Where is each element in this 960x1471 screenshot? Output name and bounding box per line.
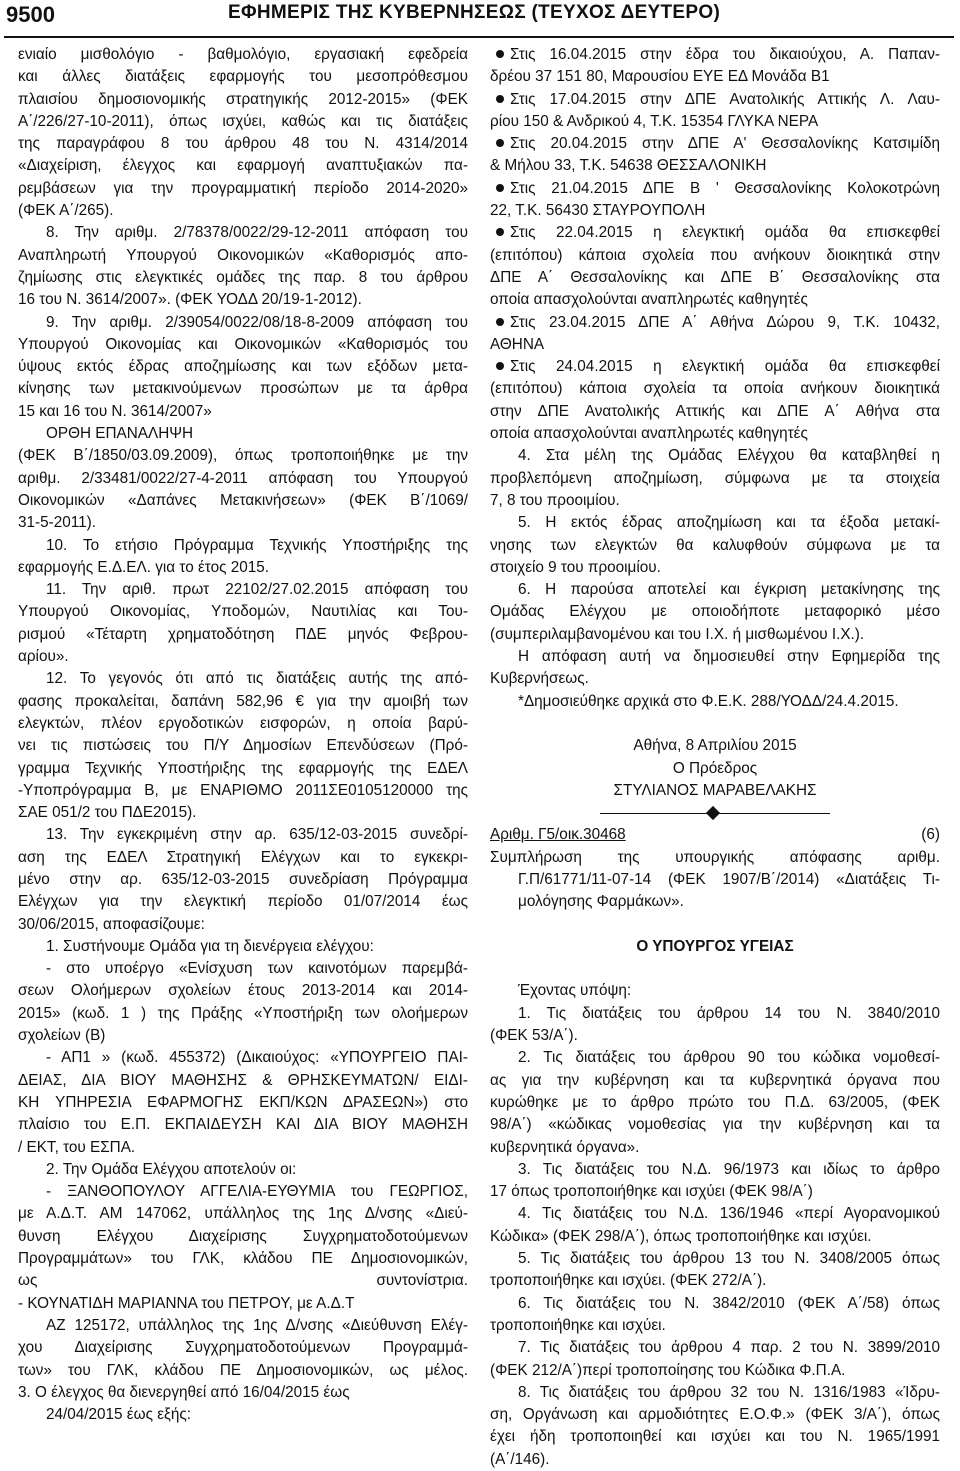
text-line-content: 1. Τις διατάξεις του άρθρου 14 του Ν. 3840/2010 (518, 1004, 940, 1022)
text-line-content: Α΄/226/27-10-2011), όπως ισχύει, καθώς και τις διατάξεις (18, 112, 468, 130)
text-line-content: 13. Την εγκεκριμένη στην αρ. 635/12-03-2015 συνεδρί- (46, 826, 468, 844)
text-line-content: της παραγράφου 8 του άρθρου 48 του Ν. 4314/2014 (18, 135, 468, 153)
text-line-content: φασης προκαλείται, δαπάνη 582,96 € για την αμοιβή των (18, 692, 468, 710)
text-line-content: οποία απασχολούνται αναπληρωτές καθηγητές (490, 291, 808, 309)
signature-role: Ο Πρόεδρος (672, 759, 758, 777)
bullet-icon (496, 228, 504, 236)
text-line (490, 356, 940, 378)
text-line (490, 423, 940, 445)
text-line-content: ΣΑΕ 051/2 του ΠΔΕ2015). (18, 804, 197, 822)
running-title: ΕΦΗΜΕΡΙΣ ΤΗΣ ΚΥΒΕΡΝΗΣΕΩΣ (ΤΕΥΧΟΣ ΔΕΥΤΕΡΟ) (228, 2, 721, 23)
text-line-content: ρίου 150 & Ανδρικού 4, Τ.Κ. 15354 ΓΛΥΚΑ ΝΕΡΑ (490, 112, 819, 130)
text-line-content: 1. Συστήνουμε Ομάδα για τη διενέργεια ελέγχου: (46, 937, 374, 955)
text-line (490, 1226, 940, 1248)
page-header (0, 0, 960, 40)
text-line (490, 89, 940, 111)
text-line (490, 222, 940, 244)
diamond-ornament-icon (706, 806, 720, 820)
text-line-content: ΟΡΘΗ ΕΠΑΝΑΛΗΨΗ (46, 425, 194, 443)
text-line (18, 334, 468, 356)
text-line-content: 8. Την αριθμ. 2/78378/0022/29-12-2011 απόφαση του (46, 224, 468, 242)
text-line-content: Οικονομικών «Δαπάνες Μετακινήσεων» (ΦΕΚ Β΄/1069/ (18, 491, 468, 509)
text-line (18, 869, 468, 891)
text-line-content: ελεγκτών, πλέον εργοδοτικών εισφορών, η οποία βαρύ- (18, 714, 468, 732)
text-line-content: 6. Τις διατάξεις του Ν. 3842/2010 (ΦΕΚ Α΄/58) όπως (518, 1294, 940, 1312)
text-line (490, 245, 940, 267)
text-line-content: Αναπληρωτή Υπουργού Οικονομικών «Καθορισμός απο- (18, 246, 468, 264)
text-line-content: τροποποιήθηκε και ισχύει. (490, 1316, 666, 1334)
section-divider (490, 802, 940, 824)
text-line (18, 535, 468, 557)
text-line (18, 1025, 468, 1047)
text-line (18, 958, 468, 980)
text-line-content: Στις 17.04.2015 στην ΔΠΕ Ανατολικής Αττικής Λ. Λαυ- (510, 90, 940, 108)
text-line-content: 98/Α΄) «κώδικας νομοθεσίας για την κυβέρνηση και τα (490, 1116, 940, 1134)
text-line (18, 44, 468, 66)
text-line-content: Στις 21.04.2015 ΔΠΕ Β ' Θεσσαλονίκης Κολοκοτρώνη (510, 179, 940, 197)
text-line (490, 1293, 940, 1315)
text-line (490, 1070, 940, 1092)
bullet-icon (496, 318, 504, 326)
text-line (18, 312, 468, 334)
text-line (18, 1360, 468, 1382)
text-line-content: αριθμ. 2/33481/0022/27-4-2011 απόφαση του Υπουργού (18, 469, 468, 487)
text-line-content: ύψους εκτός έδρας αποζημίωσης και των εξόδων μετα- (18, 358, 468, 376)
text-line-content: με Α.Δ.Τ. ΑΜ 147062, υπάλληλος της 1ης Δ/νσης «Διεύ- (18, 1205, 468, 1223)
text-line-content: ΔΠΕ Α΄ Θεσσαλονίκης και ΔΠΕ Β΄ Θεσσαλονίκης στα (490, 268, 940, 286)
text-line (18, 1337, 468, 1359)
text-line (490, 1360, 940, 1382)
text-line-content: ΚΗ ΥΠΗΡΕΣΙΑ ΕΦΑΡΜΟΓΗΣ ΕΚΠ/ΚΩΝ ΔΡΑΣΕΩΝ») στο (18, 1093, 468, 1111)
text-line-content: Προγραμμάτων» του ΓΛΚ, κλάδου ΠΕ Δημοσιονομικών, (18, 1250, 468, 1268)
text-line-content: 12. Το γεγονός ότι από τις διατάξεις αυτής της από- (46, 670, 468, 688)
text-line (18, 1248, 468, 1270)
text-line-content: (ΦΕΚ 53/Α΄). (490, 1027, 578, 1045)
text-line-content: 7. Τις διατάξεις του άρθρου 4 παρ. 2 του Ν. 3899/2010 (518, 1339, 940, 1357)
text-line (18, 1047, 468, 1069)
text-line-content: (ΦΕΚ Β΄/1850/03.09.2009), όπως τροποποιήθηκε με την (18, 447, 468, 465)
text-line (18, 490, 468, 512)
text-line (18, 802, 468, 824)
text-line-content: ΑΖ 125172, υπάλληλος της 1ης Δ/νσης «Διεύθυνση Ελέγ- (46, 1316, 468, 1334)
text-line-content: νει τις πιστώσεις του Π/Υ Δημοσίων Επενδύσεων (Πρό- (18, 737, 468, 755)
text-line (490, 1181, 940, 1203)
text-line (490, 401, 940, 423)
text-line (18, 1137, 468, 1159)
text-line-content: νησης των ελεγκτών θα καλυφθούν σύμφωνα με τα (490, 536, 940, 554)
text-line (490, 535, 940, 557)
text-line-content: -Υποπρόγραμμα Β, με ΕΝΑΡΙΘΜΟ 2011ΣΕ0105120000 της (18, 781, 468, 799)
text-line (18, 1293, 468, 1315)
text-line-content: 31-5-2011). (18, 514, 96, 532)
text-line (18, 133, 468, 155)
text-line (18, 423, 468, 445)
text-line (18, 1092, 468, 1114)
text-line (18, 155, 468, 177)
text-line (490, 1003, 940, 1025)
text-line (18, 1382, 468, 1404)
bullet-icon (496, 95, 504, 103)
text-line (18, 780, 468, 802)
audit-schedule (490, 44, 940, 713)
text-line (490, 445, 940, 467)
text-line-content: ενιαίο μισθολόγιο - βαθμολόγιο, εργασιακή εφεδρεία (18, 46, 468, 63)
text-line (18, 914, 468, 936)
text-line (490, 1114, 940, 1136)
text-line (490, 312, 940, 334)
text-line-content: θυνση Ελέγχου Διαχείρισης Συγχρηματοδοτούμενων (18, 1227, 468, 1245)
text-line (18, 89, 468, 111)
text-line (18, 936, 468, 958)
text-line (490, 1404, 940, 1426)
text-line (18, 468, 468, 490)
text-line-content: σεων Ολοήμερων σχολείων έτους 2013-2014 και 2014- (18, 982, 468, 1000)
text-line (490, 1337, 940, 1359)
text-line (490, 66, 940, 88)
text-line-content: Έχοντας υπόψη: (518, 982, 632, 1000)
text-line (490, 267, 940, 289)
text-line (18, 557, 468, 579)
text-line-content: ως συντονίστρια. (18, 1272, 468, 1290)
text-line-content: πλαίσιο του Ε.Π. ΕΚΠΑΙΔΕΥΣΗ ΚΑΙ ΔΙΑ ΒΙΟΥ ΜΑΘΗΣΗ (18, 1116, 468, 1134)
text-line-content: αρίου». (18, 648, 69, 666)
notice-subject-line: Γ.Π/61771/11-07-14 (ΦΕΚ 1907/Β΄/2014) «Διατάξεις Τι- (518, 870, 940, 888)
text-line-content: 4. Στα μέλη της Ομάδας Ελέγχου θα καταβληθεί η (518, 447, 940, 465)
text-line (18, 1226, 468, 1248)
text-line-content: ΔΕΙΑΣ, ΔΙΑ ΒΙΟΥ ΜΑΘΗΣΗΣ & ΘΡΗΣΚΕΥΜΑΤΩΝ/ ΕΙΔΙ- (18, 1071, 468, 1089)
text-line-content: στοιχείο 9 του προοιμίου. (490, 558, 661, 576)
bullet-icon (496, 362, 504, 370)
text-line-content: & Μήλου 33, Τ.Κ. 54638 ΘΕΣΣΑΛΟΝΙΚΗ (490, 157, 767, 175)
text-line-content: 16 του Ν. 3614/2007». (ΦΕΚ ΥΟΔΔ 20/19-1-2012). (18, 291, 362, 309)
text-line-content: ΑΘΗΝΑ (490, 335, 545, 353)
text-line (18, 111, 468, 133)
text-line (18, 980, 468, 1002)
text-line (18, 378, 468, 400)
text-line (18, 1003, 468, 1025)
text-line-content: μένο στην αρ. 635/12-03-2015 συνεδρίαση Πρόγραμμα (18, 870, 468, 888)
text-line-content: 24/04/2015 έως εξής: (46, 1406, 191, 1424)
text-line (490, 1092, 940, 1114)
text-line (18, 200, 468, 222)
text-line (490, 44, 940, 66)
text-line-content: δρέου 37 151 80, Μαρουσίου ΕΥΕ ΕΔ Μονάδα Β1 (490, 68, 830, 86)
text-line-content: - ΑΠ1 » (κωδ. 455372) (Δικαιούχος: «ΥΠΟΥΡΓΕΙΟ ΠΑΙ- (46, 1049, 468, 1067)
text-line (490, 691, 940, 713)
text-line (18, 579, 468, 601)
text-line (18, 691, 468, 713)
text-line-content: στην ΔΠΕ Ανατολικής Αττικής και ΔΠΕ Α΄ Αθήνα στα (490, 402, 940, 420)
text-line (490, 178, 940, 200)
text-line-content: των» του ΓΛΚ, κλάδου ΠΕ Δημοσιονομικών, ως μέλος. (18, 1361, 468, 1379)
text-line-content: έχει ήδη τροποποιηθεί και ισχύει και του Ν. 1965/1991 (490, 1428, 940, 1446)
text-line-content: (ΦΕΚ Α΄/265). (18, 202, 114, 220)
text-line-content: ρεμβάσεων για την προγραμματική περίοδο 2014-2020» (18, 179, 468, 197)
text-line-content: 3. Τις διατάξεις του Ν.Δ. 96/1973 και ιδίως το άρθρο (518, 1160, 940, 1178)
text-line (18, 601, 468, 623)
text-line-content: 17 όπως τροποποιήθηκε και ισχύει (ΦΕΚ 98/Α΄) (490, 1183, 813, 1201)
text-line-content: χου Διαχείρισης Συγχρηματοδοτούμενων Προγραμμά- (18, 1339, 468, 1357)
text-line (18, 646, 468, 668)
text-line (18, 289, 468, 311)
text-line-content: 2. Την Ομάδα Ελέγχου αποτελούν οι: (46, 1160, 297, 1178)
text-line-content: Ελέγχων για την ελεγκτική περίοδο 01/07/2014 έως (18, 893, 468, 911)
bullet-icon (496, 50, 504, 58)
text-line-content: 11. Την αριθ. πρωτ 22102/27.02.2015 απόφαση του (46, 581, 468, 599)
text-line (18, 1070, 468, 1092)
text-line (18, 66, 468, 88)
considerations (490, 980, 940, 1471)
text-line-content: - ΚΟΥΝΑΤΙΔΗ ΜΑΡΙΑΝΝΑ του ΠΕΤΡΟΥ, με Α.Δ.Τ (18, 1294, 355, 1312)
text-line (490, 1248, 940, 1270)
text-line (18, 824, 468, 846)
notice-reference-row (490, 824, 940, 846)
text-line-content: κυρώθηκε με το άρθρο πρώτο του Π.Δ. 63/2005, (ΦΕΚ (490, 1093, 940, 1111)
header-rule (4, 36, 954, 38)
text-line (490, 579, 940, 601)
text-line (490, 133, 940, 155)
text-line (18, 891, 468, 913)
text-line-content: (ΦΕΚ 212/Α΄)περί τροποποίησης του Κώδικα Φ.Π.Α. (490, 1361, 846, 1379)
text-line (18, 668, 468, 690)
text-line-content: (επιτόπου) κάποια σχολεία που ανήκουν διοικητικά στην (490, 246, 940, 264)
text-line (18, 222, 468, 244)
text-line (18, 1203, 468, 1225)
left-column (18, 44, 468, 1426)
text-line-content: 10. Το ετήσιο Πρόγραμμα Τεχνικής Υποστήριξης της (46, 536, 468, 554)
text-line (490, 646, 940, 668)
text-line (490, 1025, 940, 1047)
text-line-content: σχολείων (Β) (18, 1027, 106, 1045)
text-line-content: Στις 22.04.2015 η ελεγκτική ομάδα θα επισκεφθεί (510, 224, 940, 242)
text-line-content: 30/06/2015, αποφασίζουμε: (18, 915, 205, 933)
text-line-content: (επιτόπου) κάποια σχολεία τα οποία ανήκουν διοικητικά (490, 380, 940, 398)
text-line-content: / ΕΚΤ, του ΕΣΠΑ. (18, 1138, 136, 1156)
text-line (490, 1382, 940, 1404)
text-line (18, 1270, 468, 1292)
page-number: 9500 (6, 2, 55, 27)
text-line-content: Κώδικα» (ΦΕΚ 298/Α΄), όπως τροποποιήθηκε και ισχύει. (490, 1227, 872, 1245)
text-line (18, 847, 468, 869)
text-line (490, 289, 940, 311)
text-line (18, 401, 468, 423)
text-line-content: εφαρμογής Ε.Δ.ΕΛ. για το έτος 2015. (18, 558, 270, 576)
text-line-content: (Α΄/146). (490, 1450, 550, 1468)
text-line (18, 1315, 468, 1337)
text-line-content: 5. Η εκτός έδρας αποζημίωση και τα έξοδα μετακί- (518, 514, 940, 532)
text-line-content: 22, Τ.Κ. 56430 ΣΤΑΥΡΟΥΠΟΛΗ (490, 202, 706, 220)
text-line (18, 1404, 468, 1426)
text-line (490, 1270, 940, 1292)
text-line (490, 468, 940, 490)
text-line-content: 4. Τις διατάξεις του Ν.Δ. 136/1946 «περί Αγορανομικού (518, 1205, 940, 1223)
text-line-content: «Διαχείριση, έλεγχος και εφαρμογή αναπτυξιακών πα- (18, 157, 468, 175)
text-line (490, 200, 940, 222)
text-line (18, 1159, 468, 1181)
text-line (490, 668, 940, 690)
text-line-content: Υπουργού Οικονομίας, Υποδομών, Ναυτιλίας και Του- (18, 603, 468, 621)
text-line (18, 267, 468, 289)
signature-place-date: Αθήνα, 8 Απριλίου 2015 (633, 737, 797, 755)
notice-subject-line: μολόγησης Φαρμάκων». (518, 893, 684, 911)
text-line (490, 378, 940, 400)
text-line-content: - στο υποέργο «Ενίσχυση των καινοτόμων παρεμβά- (46, 960, 468, 978)
text-line-content: 7, 8 του προοιμίου. (490, 491, 620, 509)
text-line-content: 2. Τις διατάξεις του άρθρου 90 του κώδικα νομοθεσί- (518, 1049, 940, 1067)
text-line-content: 2015» (κωδ. 1 ) της Πράξης «Υποστήριξη των ολοήμερων (18, 1004, 468, 1022)
text-line-content: κίνησης των μετακινούμενων προσώπων με τα άρθρα (18, 380, 468, 398)
text-line-content: Η απόφαση αυτή να δημοσιευθεί στην Εφημερίδα της (518, 648, 940, 666)
text-line-content: τροποποιήθηκε και ισχύει. (ΦΕΚ 272/Α΄). (490, 1272, 767, 1290)
text-line-content: - ΞΑΝΘΟΠΟΥΛΟΥ ΑΓΓΕΛΙΑ-ΕΥΘΥΜΙΑ του ΓΕΩΡΓΙΟΣ, (46, 1183, 468, 1201)
text-line-content: κυβερνητικά όργανα». (490, 1138, 640, 1156)
bullet-icon (496, 184, 504, 192)
text-line-content: Στις 24.04.2015 η ελεγκτική ομάδα θα επισκεφθεί (510, 358, 940, 376)
notice-number: (6) (921, 826, 940, 844)
text-line-content: Στις 20.04.2015 στην ΔΠΕ Α' Θεσσαλονίκης Κατσιμίδη (510, 135, 940, 153)
text-line (490, 1137, 940, 1159)
text-line-content: (συμπεριλαμβανομένου και του Ι.Χ. ή μισθωμένου Ι.Χ.). (490, 625, 865, 643)
text-line-content: γραμμα Τεχνικής Υποστήριξης της εφαρμογής της ΕΔΕΛ (18, 759, 468, 777)
text-line-content: Στις 23.04.2015 ΔΠΕ Α΄ Αθήνα Δώρου 9, Τ.Κ. 10432, (510, 313, 940, 331)
text-line (490, 155, 940, 177)
text-line (490, 624, 940, 646)
text-line (18, 713, 468, 735)
text-line (490, 1426, 940, 1448)
text-line (18, 445, 468, 467)
text-line (490, 512, 940, 534)
text-line-content: προβλεπόμενη αποζημίωση, σύμφωνα με τα στοιχεία (490, 469, 940, 487)
text-line (18, 735, 468, 757)
text-line (490, 980, 940, 1002)
notice-reference: Αριθμ. Γ5/οικ.30468 (490, 826, 626, 844)
text-line-content: πλαισίου δημοσιονομικής στρατηγικής 2012-2015» (ΦΕΚ (18, 90, 468, 108)
text-line-content: ζημίωσης στις ελεγκτικές ομάδες της παρ. 8 του άρθρου (18, 268, 468, 286)
text-line (490, 111, 940, 133)
text-line (490, 334, 940, 356)
text-line-content: Κυβερνήσεως. (490, 670, 589, 688)
text-line (490, 1047, 940, 1069)
text-line-content: αση της ΕΔΕΛ Στρατηγική Ελέγχων και το εγκεκρι- (18, 848, 468, 866)
text-line-content: Ομάδας Ελέγχου με οποιοδήποτε μεταφορικό μέσο (490, 603, 940, 621)
text-line-content: Στις 16.04.2015 στην έδρα του δικαιούχου, Α. Παπαν- (510, 46, 940, 63)
text-line-content: 3. Ο έλεγχος θα διενεργηθεί από 16/04/2015 έως (18, 1383, 350, 1401)
notice-subject-line: Συμπλήρωση της υπουργικής απόφασης αριθμ. (490, 848, 940, 866)
signature-name: ΣΤΥΛΙΑΝΟΣ ΜΑΡΑΒΕΛΑΚΗΣ (613, 781, 817, 799)
issuing-authority: Ο ΥΠΟΥΡΓΟΣ ΥΓΕΙΑΣ (636, 937, 794, 955)
text-line-content: ση, Οργάνωση και αρμοδιότητες Ε.Ο.Φ.» (ΦΕΚ 3/Α΄), όπως (490, 1406, 940, 1424)
text-line (18, 245, 468, 267)
text-line (490, 1449, 940, 1471)
text-line (490, 490, 940, 512)
right-column (490, 44, 940, 1471)
text-line (18, 356, 468, 378)
text-line (18, 1114, 468, 1136)
text-line-content: και άλλες διατάξεις εφαρμογής του μεσοπρόθεσμου (18, 68, 468, 86)
text-line-content: ας για την κυβέρνηση και τα κυβερνητικά όργανα που (490, 1071, 940, 1089)
text-line (18, 758, 468, 780)
text-line (490, 1203, 940, 1225)
text-line (18, 512, 468, 534)
text-line-content: οποία απασχολούνται αναπληρωτές καθηγητές (490, 425, 808, 443)
text-line (18, 1181, 468, 1203)
text-line (490, 1315, 940, 1337)
text-line (18, 624, 468, 646)
text-line-content: Υπουργού Οικονομίας και Οικονομικών «Καθορισμός του (18, 335, 468, 353)
text-line-content: 6. Η παρούσα αποτελεί και έγκριση μετακίνησης της (518, 581, 940, 599)
text-line-content: *Δημοσιεύθηκε αρχικά στο Φ.Ε.Κ. 288/ΥΟΔΔ/24.4.2015. (518, 692, 899, 710)
bullet-icon (496, 139, 504, 147)
text-line (18, 178, 468, 200)
text-line (490, 1159, 940, 1181)
text-line (490, 557, 940, 579)
text-line-content: 15 και 16 του Ν. 3614/2007» (18, 402, 212, 420)
text-line-content: 5. Τις διατάξεις του άρθρου 13 του Ν. 3408/2005 όπως (518, 1250, 940, 1268)
text-line-content: ρισμού «Τέταρτη χρηματοδότηση ΠΔΕ μηνός Φεβρου- (18, 625, 468, 643)
text-line (490, 601, 940, 623)
text-line-content: 8. Τις διατάξεις του άρθρου 32 του Ν. 1316/1983 «Ίδρυ- (518, 1383, 940, 1401)
text-line-content: 9. Την αριθμ. 2/39054/0022/08/18-8-2009 απόφαση του (46, 313, 468, 331)
